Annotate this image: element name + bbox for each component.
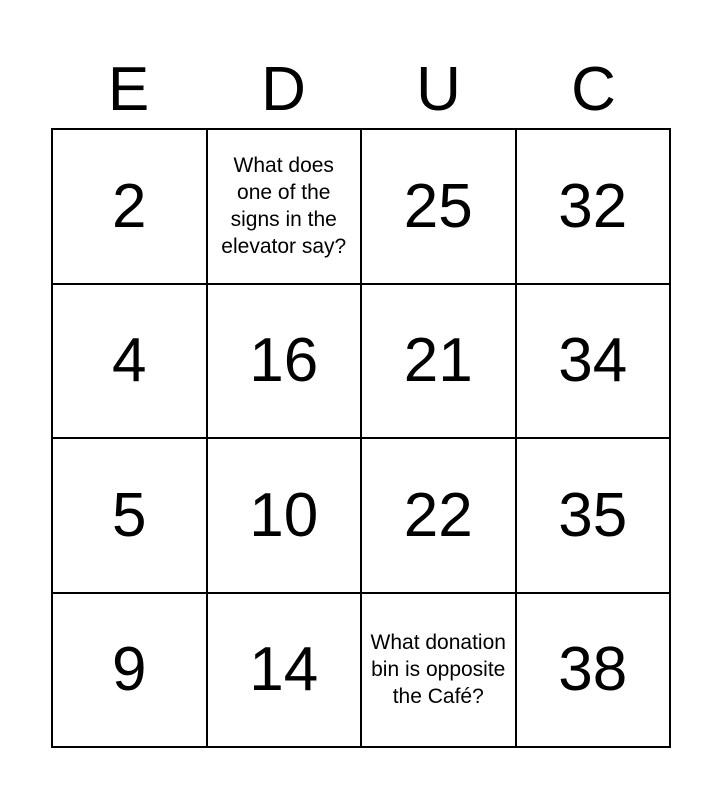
cell-value: 21: [403, 326, 473, 396]
bingo-cell[interactable]: [53, 285, 208, 440]
cell-value: 35: [558, 480, 628, 550]
bingo-cell[interactable]: [208, 594, 363, 749]
cell-value: 14: [249, 635, 319, 705]
bingo-cell[interactable]: [517, 130, 672, 285]
cell-value: 2: [112, 171, 147, 241]
bingo-cell[interactable]: [517, 285, 672, 440]
bingo-header: [51, 52, 671, 128]
cell-value: What donation bin is opposite the Café?: [370, 631, 506, 709]
header-letter-e: E: [107, 55, 150, 124]
header-letter-c: C: [571, 55, 616, 124]
header-letter-u: U: [416, 55, 461, 124]
bingo-cell[interactable]: [362, 594, 517, 749]
cell-value: 16: [249, 326, 319, 396]
bingo-cell[interactable]: [517, 439, 672, 594]
cell-value: 9: [112, 635, 147, 705]
bingo-cell[interactable]: [362, 285, 517, 440]
bingo-cell[interactable]: [208, 285, 363, 440]
cell-value: 34: [558, 326, 628, 396]
cell-value: 25: [403, 171, 473, 241]
bingo-cell[interactable]: [208, 439, 363, 594]
cell-value: 4: [112, 326, 147, 396]
bingo-cell[interactable]: [53, 439, 208, 594]
bingo-cell[interactable]: [208, 130, 363, 285]
cell-value: 10: [249, 480, 319, 550]
cell-value: 5: [112, 480, 147, 550]
bingo-cell[interactable]: [362, 130, 517, 285]
bingo-board: [51, 128, 671, 748]
bingo-cell[interactable]: [53, 130, 208, 285]
cell-value: 38: [558, 635, 628, 705]
cell-value: 22: [403, 480, 473, 550]
header-letter-d: D: [261, 55, 306, 124]
cell-value: 32: [558, 171, 628, 241]
bingo-cell[interactable]: [53, 594, 208, 749]
cell-value: What does one of the signs in the elevator say?: [221, 154, 347, 259]
bingo-cell[interactable]: [517, 594, 672, 749]
bingo-cell[interactable]: [362, 439, 517, 594]
